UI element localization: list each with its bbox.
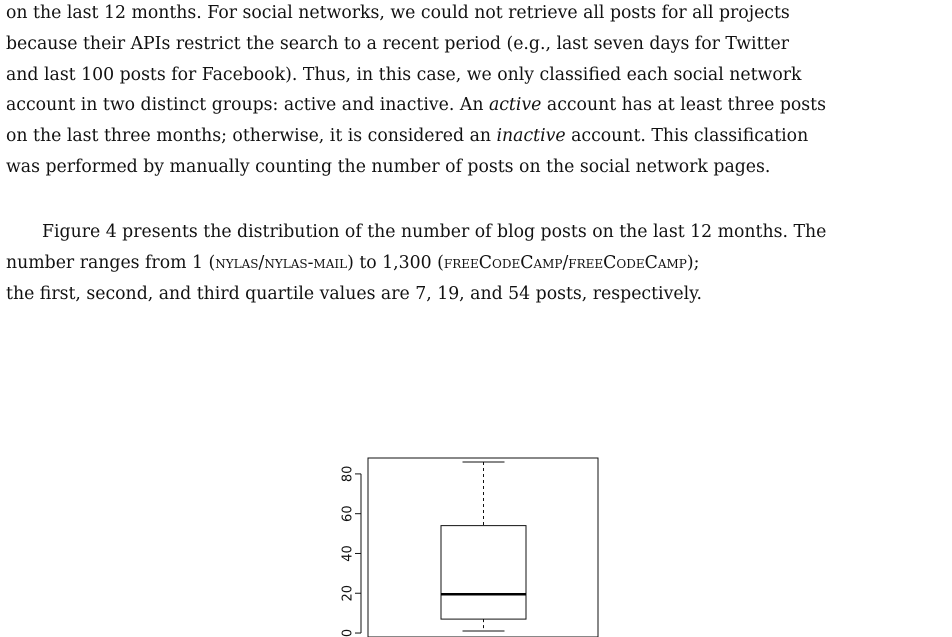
text-run: account has at least three posts: [541, 95, 826, 116]
text-line: [6, 60, 944, 91]
project-name: freeCodeCamp/freeCodeCamp: [443, 252, 687, 273]
text-run: );: [686, 252, 700, 273]
plot-frame: [368, 458, 598, 637]
box-group: [441, 462, 526, 631]
y-tick-label: 0: [340, 628, 356, 637]
boxplot-svg: [330, 456, 610, 637]
text-line: [6, 248, 944, 279]
text-run: ) to 1,300 (: [347, 252, 444, 273]
y-tick-label: 20: [340, 584, 356, 602]
text-run: and last 100 posts for Facebook). Thus, in this case, we only classified each social network: [6, 64, 802, 85]
figure-4-boxplot: [330, 456, 610, 637]
project-name: nylas/nylas-mail: [215, 252, 348, 273]
italic-term: inactive: [496, 126, 566, 147]
text-run: number ranges from 1 (: [6, 252, 216, 273]
text-run: on the last 12 months. For social networks, we could not retrieve all posts for all projects: [6, 3, 790, 23]
text-line: [6, 217, 944, 248]
text-run: the first, second, and third quartile values are 7, 19, and 54 posts, respectively.: [6, 283, 703, 304]
y-tick-label: 80: [340, 465, 356, 483]
y-axis: [341, 466, 362, 637]
y-tick-label: 40: [340, 545, 356, 562]
text-run: Figure 4 presents the distribution of the number of blog posts on the last 12 months. The: [42, 222, 827, 242]
interquartile-box: [441, 526, 526, 619]
text-line: [6, 152, 944, 183]
text-run: because their APIs restrict the search to a recent period (e.g., last seven days for Twitter: [6, 33, 789, 54]
text-run: on the last three months; otherwise, it is considered an: [6, 126, 497, 147]
paragraph-social-networks: [6, 0, 944, 183]
text-line: [6, 279, 944, 310]
text-run: was performed by manually counting the number of posts on the social network pages.: [6, 156, 771, 177]
text-line: [6, 29, 944, 60]
text-line: [6, 0, 944, 29]
text-line: [6, 90, 944, 121]
paragraph-figure-4-description: [6, 217, 944, 309]
y-tick-label: 60: [340, 505, 356, 522]
italic-term: active: [488, 95, 542, 116]
text-line: [6, 121, 944, 152]
text-run: account. This classification: [565, 126, 809, 147]
text-run: account in two distinct groups: active and inactive. An: [6, 95, 489, 116]
